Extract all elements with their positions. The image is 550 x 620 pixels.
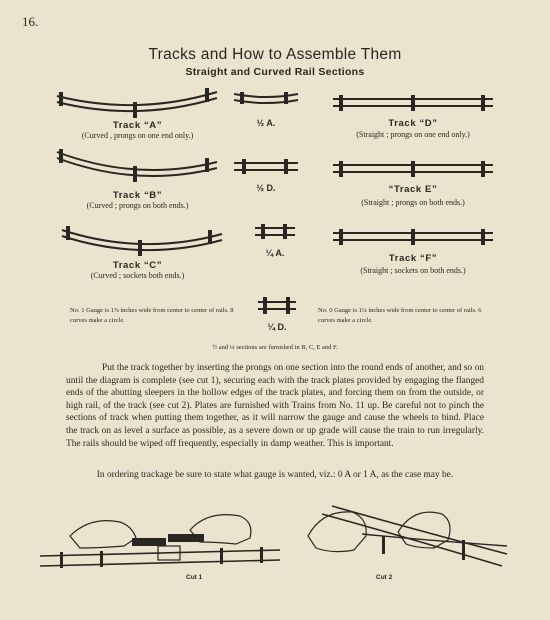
cut-1-label: Cut 1 bbox=[186, 574, 203, 581]
track-b-label: Track “B” bbox=[112, 190, 163, 201]
track-f-illustration bbox=[333, 228, 493, 246]
cut-2-illustration bbox=[302, 496, 507, 572]
track-e-caption: (Straight ; prongs on both ends.) bbox=[361, 198, 465, 207]
half-a-illustration bbox=[234, 90, 298, 110]
sections-note: ½ and ¼ sections are furnished in B, C, E and F. bbox=[212, 344, 338, 351]
track-c-caption: (Curved ; sockets both ends.) bbox=[90, 271, 185, 280]
half-d-label: ½ D. bbox=[256, 183, 276, 193]
track-d-caption: (Straight ; prongs on one end only.) bbox=[356, 130, 470, 139]
body-paragraph: Put the track together by inserting the prongs on one section into the round ends of another, and so on until the diagram is complete (see cut 1), securing each with the track plates provided by engaging the flanged ends of the abutting sleepers in the hollow edges of the track plates, and forcing them on from the outside, or high rail, of the track (see cut 2). Plates are furnished with Trains from No. 11 up. Be careful not to pinch the sections of track when putting them together, as it will narrow the gauge and cause the wheels to bind. Place the track on as level a surface as possible, as a severe down or up grade will cause the train to run irregularly. The rails should be wiped off frequently, especially in damp weather. This is important. bbox=[66, 363, 484, 449]
quarter-d-illustration bbox=[258, 296, 296, 316]
cut-1-illustration bbox=[40, 508, 280, 576]
half-a-label: ½ A. bbox=[256, 118, 276, 128]
quarter-a-illustration bbox=[255, 224, 295, 240]
track-a-caption: (Curved , prongs on one end only.) bbox=[81, 131, 194, 140]
track-c-illustration bbox=[60, 222, 225, 258]
track-a-label: Track “A” bbox=[112, 120, 163, 131]
page-number: 16. bbox=[22, 14, 39, 29]
page-subtitle: Straight and Curved Rail Sections bbox=[185, 66, 365, 78]
page-title: Tracks and How to Assemble Them bbox=[148, 46, 402, 63]
track-d-label: Track “D” bbox=[388, 118, 438, 129]
gauge-note-no1: No. 1 Gauge is 1⅞ inches wide from center to center of rails. 8 curves make a circle. bbox=[70, 307, 234, 324]
track-c-label: Track “C” bbox=[112, 260, 163, 271]
order-note: In ordering trackage be sure to state what gauge is wanted, viz.: 0 A or 1 A, as the case may be. bbox=[96, 470, 454, 480]
track-b-caption: (Curved ; prongs on both ends.) bbox=[86, 201, 189, 210]
gauge-note-no0: No. 0 Gauge is 1¼ inches wide from center to center of rails. 6 curves make a circle. bbox=[318, 307, 482, 324]
half-d-illustration bbox=[234, 158, 298, 176]
cut-2-label: Cut 2 bbox=[376, 574, 393, 581]
track-a-illustration bbox=[55, 82, 220, 122]
track-e-illustration bbox=[333, 160, 493, 178]
track-f-label: Track “F” bbox=[388, 253, 438, 264]
track-b-illustration bbox=[55, 148, 220, 188]
quarter-a-label: ¼ A. bbox=[265, 248, 285, 258]
track-d-illustration bbox=[333, 94, 493, 112]
track-e-label: “Track E” bbox=[388, 184, 438, 195]
track-f-caption: (Straight ; sockets on both ends.) bbox=[360, 266, 466, 275]
quarter-d-label: ¼ D. bbox=[267, 322, 287, 332]
